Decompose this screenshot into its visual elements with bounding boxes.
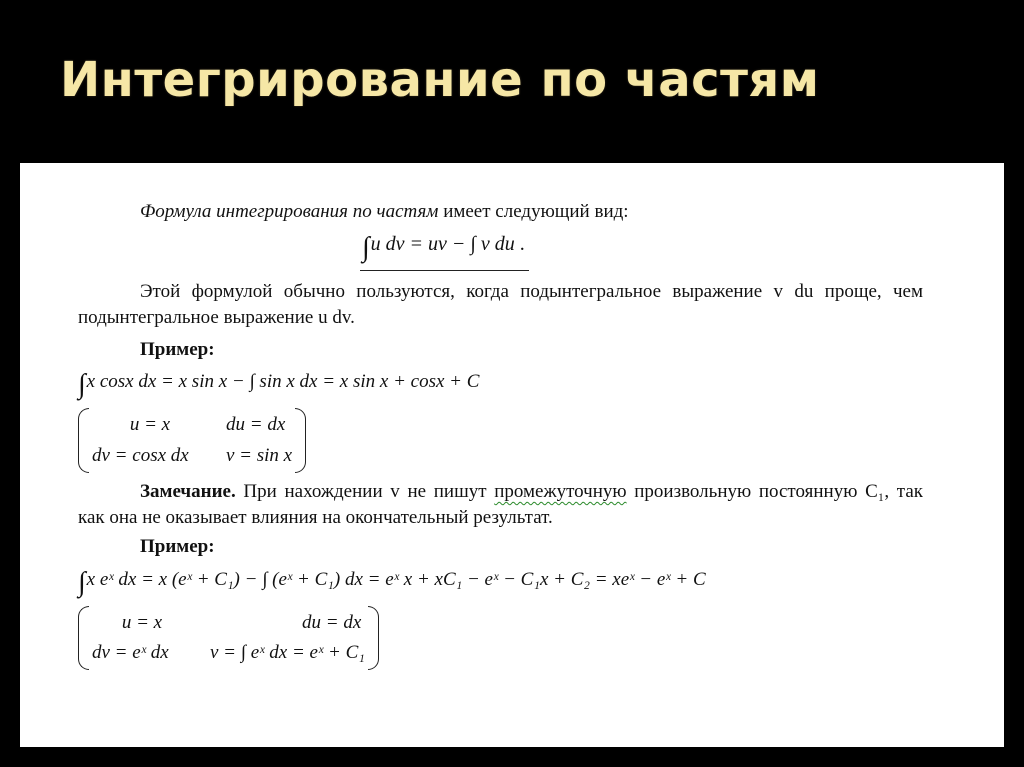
- main-formula-tail: .: [519, 232, 525, 255]
- example2-label: Пример:: [140, 536, 215, 558]
- note-text-b: произвольную постоянную C₁, так как она не оказывает влияния на окончательный результат.: [78, 480, 923, 528]
- note-word: промежуточную: [494, 480, 627, 502]
- main-formula-text: u dv = uv − ∫ v du: [370, 232, 515, 255]
- slide-title: Интегрирование по частям: [60, 52, 820, 108]
- usage-paragraph: Этой формулой обычно пользуются, когда подынтегральное выражение v du проще, чем подынтегральное выражение u dv.: [78, 281, 923, 329]
- title-bar: [0, 0, 1024, 160]
- matrix-row: [92, 441, 292, 471]
- matrix-cell: du = dx: [302, 611, 362, 633]
- matrix-cell: u = x: [129, 414, 171, 436]
- matrix-cell: du = dx: [226, 414, 286, 436]
- matrix-cell: dv = eˣ dx: [92, 642, 169, 664]
- matrix-row: [92, 410, 292, 440]
- matrix-row: [92, 638, 365, 668]
- matrix-cell: v = sin x: [226, 444, 293, 466]
- matrix-cell: dv = cosx dx: [92, 444, 189, 466]
- matrix-cell: u = x: [121, 611, 163, 633]
- example1-formula-text: x cosx dx = x sin x − ∫ sin x dx = x sin x + cosx + C: [86, 371, 480, 393]
- main-formula: [360, 229, 529, 272]
- integral-sign: ∫: [78, 369, 86, 401]
- example2-substitution-matrix: [78, 606, 379, 671]
- matrix-cell: v = ∫ eˣ dx = eˣ + C₁: [210, 642, 365, 664]
- example2-formula: [78, 564, 923, 602]
- intro-rest: имеет следующий вид:: [438, 201, 629, 222]
- slide-content: [20, 163, 1004, 747]
- intro-paragraph: [78, 199, 923, 225]
- example2-formula-text: x eˣ dx = x (eˣ + C₁) − ∫ (eˣ + C₁) dx = eˣ x + xC₁ − eˣ − C₁x + C₂ = xeˣ − eˣ + C: [86, 568, 706, 590]
- note-label: Замечание.: [140, 480, 236, 502]
- intro-italic: Формула интегрирования по частям: [140, 201, 439, 222]
- document-image: [78, 199, 923, 670]
- note-text-a: При нахождении v не пишут: [235, 480, 495, 502]
- note-paragraph: [78, 479, 923, 530]
- example1-label: Пример:: [140, 338, 215, 360]
- matrix-row: [92, 608, 365, 638]
- integral-sign: ∫: [78, 566, 86, 598]
- example1-formula: [78, 366, 923, 404]
- example1-substitution-matrix: [78, 408, 306, 473]
- integral-sign: ∫: [362, 231, 370, 263]
